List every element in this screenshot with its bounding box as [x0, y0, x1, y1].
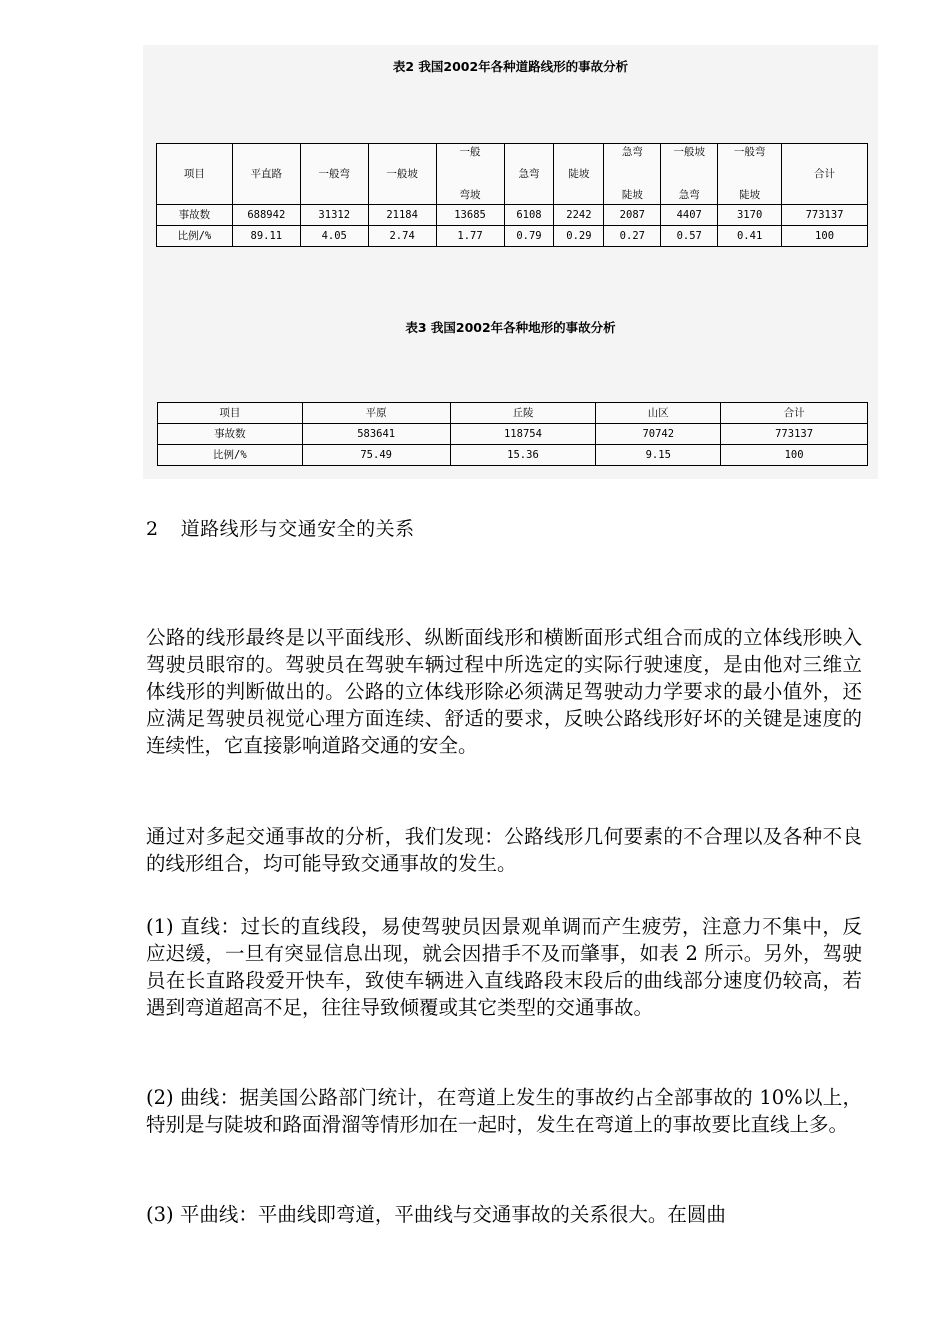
table3-caption: 表3 我国2002年各种地形的事故分析 [405, 320, 616, 335]
table3-cell: 15.36 [450, 445, 596, 466]
table2-cell: 0.79 [504, 226, 554, 247]
table2-cell: 2087 [604, 205, 661, 226]
table3-header-cell: 项目 [158, 403, 303, 424]
table3-cell: 100 [721, 445, 868, 466]
table2-row [157, 226, 868, 247]
paragraph-linear-form: 公路的线形最终是以平面线形、纵断面线形和横断面形式组合而成的立体线形映入驾驶员眼帘的。驾驶员在驾驶车辆过程中所选定的实际行驶速度，是由他对三维立体线形的判断做出的。公路的立体线形除必须满足驾驶动力学要求的最小值外，还应满足驾驶员视觉心理方面连续、舒适的要求，反映公路线形好坏的关键是速度的连续性，它直接影响道路交通的安全。 [146, 626, 862, 757]
header-line: 一般弯 [733, 146, 766, 158]
table2-cell: 21184 [368, 205, 436, 226]
header-line: 急弯 [678, 189, 700, 201]
table3-row [158, 424, 868, 445]
table2-header-cell: 项目 [157, 144, 233, 205]
section-number: 2 [146, 518, 159, 540]
tables-figure [143, 45, 878, 479]
table2-header-cell [604, 144, 661, 205]
table2-header-cell: 陡坡 [554, 144, 604, 205]
table2-row-label: 事故数 [157, 205, 233, 226]
table2-cell: 688942 [232, 205, 300, 226]
table2 [156, 143, 868, 247]
table2-cell: 100 [782, 226, 868, 247]
table2-row-label: 比例/% [157, 226, 233, 247]
table2-header-cell: 急弯 [504, 144, 554, 205]
table2-cell: 0.57 [661, 226, 718, 247]
header-line: 急弯 [621, 146, 643, 158]
table3-cell: 773137 [721, 424, 868, 445]
paragraph-horizontal-curve: (3) 平曲线：平曲线即弯道，平曲线与交通事故的关系很大。在圆曲 [146, 1203, 726, 1226]
paragraph-curve: (2) 曲线：据美国公路部门统计，在弯道上发生的事故约占全部事故的 10%以上，特别是与陡坡和路面滑溜等情形加在一起时，发生在弯道上的事故要比直线上多。 [146, 1086, 862, 1136]
table2-header-row [157, 144, 868, 205]
table2-cell: 4.05 [300, 226, 368, 247]
header-line: 一般 [459, 146, 481, 158]
table2-header-cell: 一般弯 [300, 144, 368, 205]
table3-header-cell: 山区 [596, 403, 721, 424]
table2-cell: 2.74 [368, 226, 436, 247]
table2-cell: 89.11 [232, 226, 300, 247]
table2-cell: 4407 [661, 205, 718, 226]
table2-cell: 13685 [436, 205, 504, 226]
header-line: 一般坡 [673, 146, 705, 158]
table3-header-cell: 丘陵 [450, 403, 596, 424]
table2-cell: 0.41 [718, 226, 782, 247]
table2-cell: 2242 [554, 205, 604, 226]
table2-cell: 3170 [718, 205, 782, 226]
table2-header-cell: 平直路 [232, 144, 300, 205]
table3-cell: 75.49 [302, 445, 450, 466]
table3-row [158, 445, 868, 466]
table2-cell: 6108 [504, 205, 554, 226]
table2-header-cell: 一般坡 [368, 144, 436, 205]
table3-header-cell: 合计 [721, 403, 868, 424]
table3-cell: 9.15 [596, 445, 721, 466]
table3 [157, 402, 868, 466]
section-title: 道路线形与交通安全的关系 [180, 518, 415, 540]
table2-cell: 0.29 [554, 226, 604, 247]
header-line: 陡坡 [739, 189, 761, 201]
table2-header-cell [436, 144, 504, 205]
table2-header-cell [661, 144, 718, 205]
table2-cell: 773137 [782, 205, 868, 226]
header-line: 陡坡 [621, 189, 643, 201]
table2-cell: 1.77 [436, 226, 504, 247]
paragraph-analysis: 通过对多起交通事故的分析，我们发现：公路线形几何要素的不合理以及各种不良的线形组合，均可能导致交通事故的发生。 [146, 825, 862, 875]
table2-header-cell [718, 144, 782, 205]
table2-row [157, 205, 868, 226]
table3-header-cell: 平原 [302, 403, 450, 424]
paragraph-straight-line: (1) 直线：过长的直线段，易使驾驶员因景观单调而产生疲劳，注意力不集中，反应迟缓，一旦有突显信息出现，就会因措手不及而肇事，如表 2 所示。另外，驾驶员在长直路段爱开快车，致使车辆进入直线路段末段后的曲线部分速度仍较高，若遇到弯道超高不足，往往导致倾覆或其它类型的交通事故。 [146, 915, 862, 1019]
table2-cell: 0.27 [604, 226, 661, 247]
table3-cell: 70742 [596, 424, 721, 445]
header-line: 弯坡 [459, 189, 481, 201]
table3-row-label: 事故数 [158, 424, 303, 445]
table3-cell: 583641 [302, 424, 450, 445]
table2-cell: 31312 [300, 205, 368, 226]
section-heading [146, 514, 415, 541]
table2-header-cell: 合计 [782, 144, 868, 205]
table2-caption: 表2 我国2002年各种道路线形的事故分析 [392, 59, 629, 74]
table3-row-label: 比例/% [158, 445, 303, 466]
table3-header-row [158, 403, 868, 424]
table3-cell: 118754 [450, 424, 596, 445]
